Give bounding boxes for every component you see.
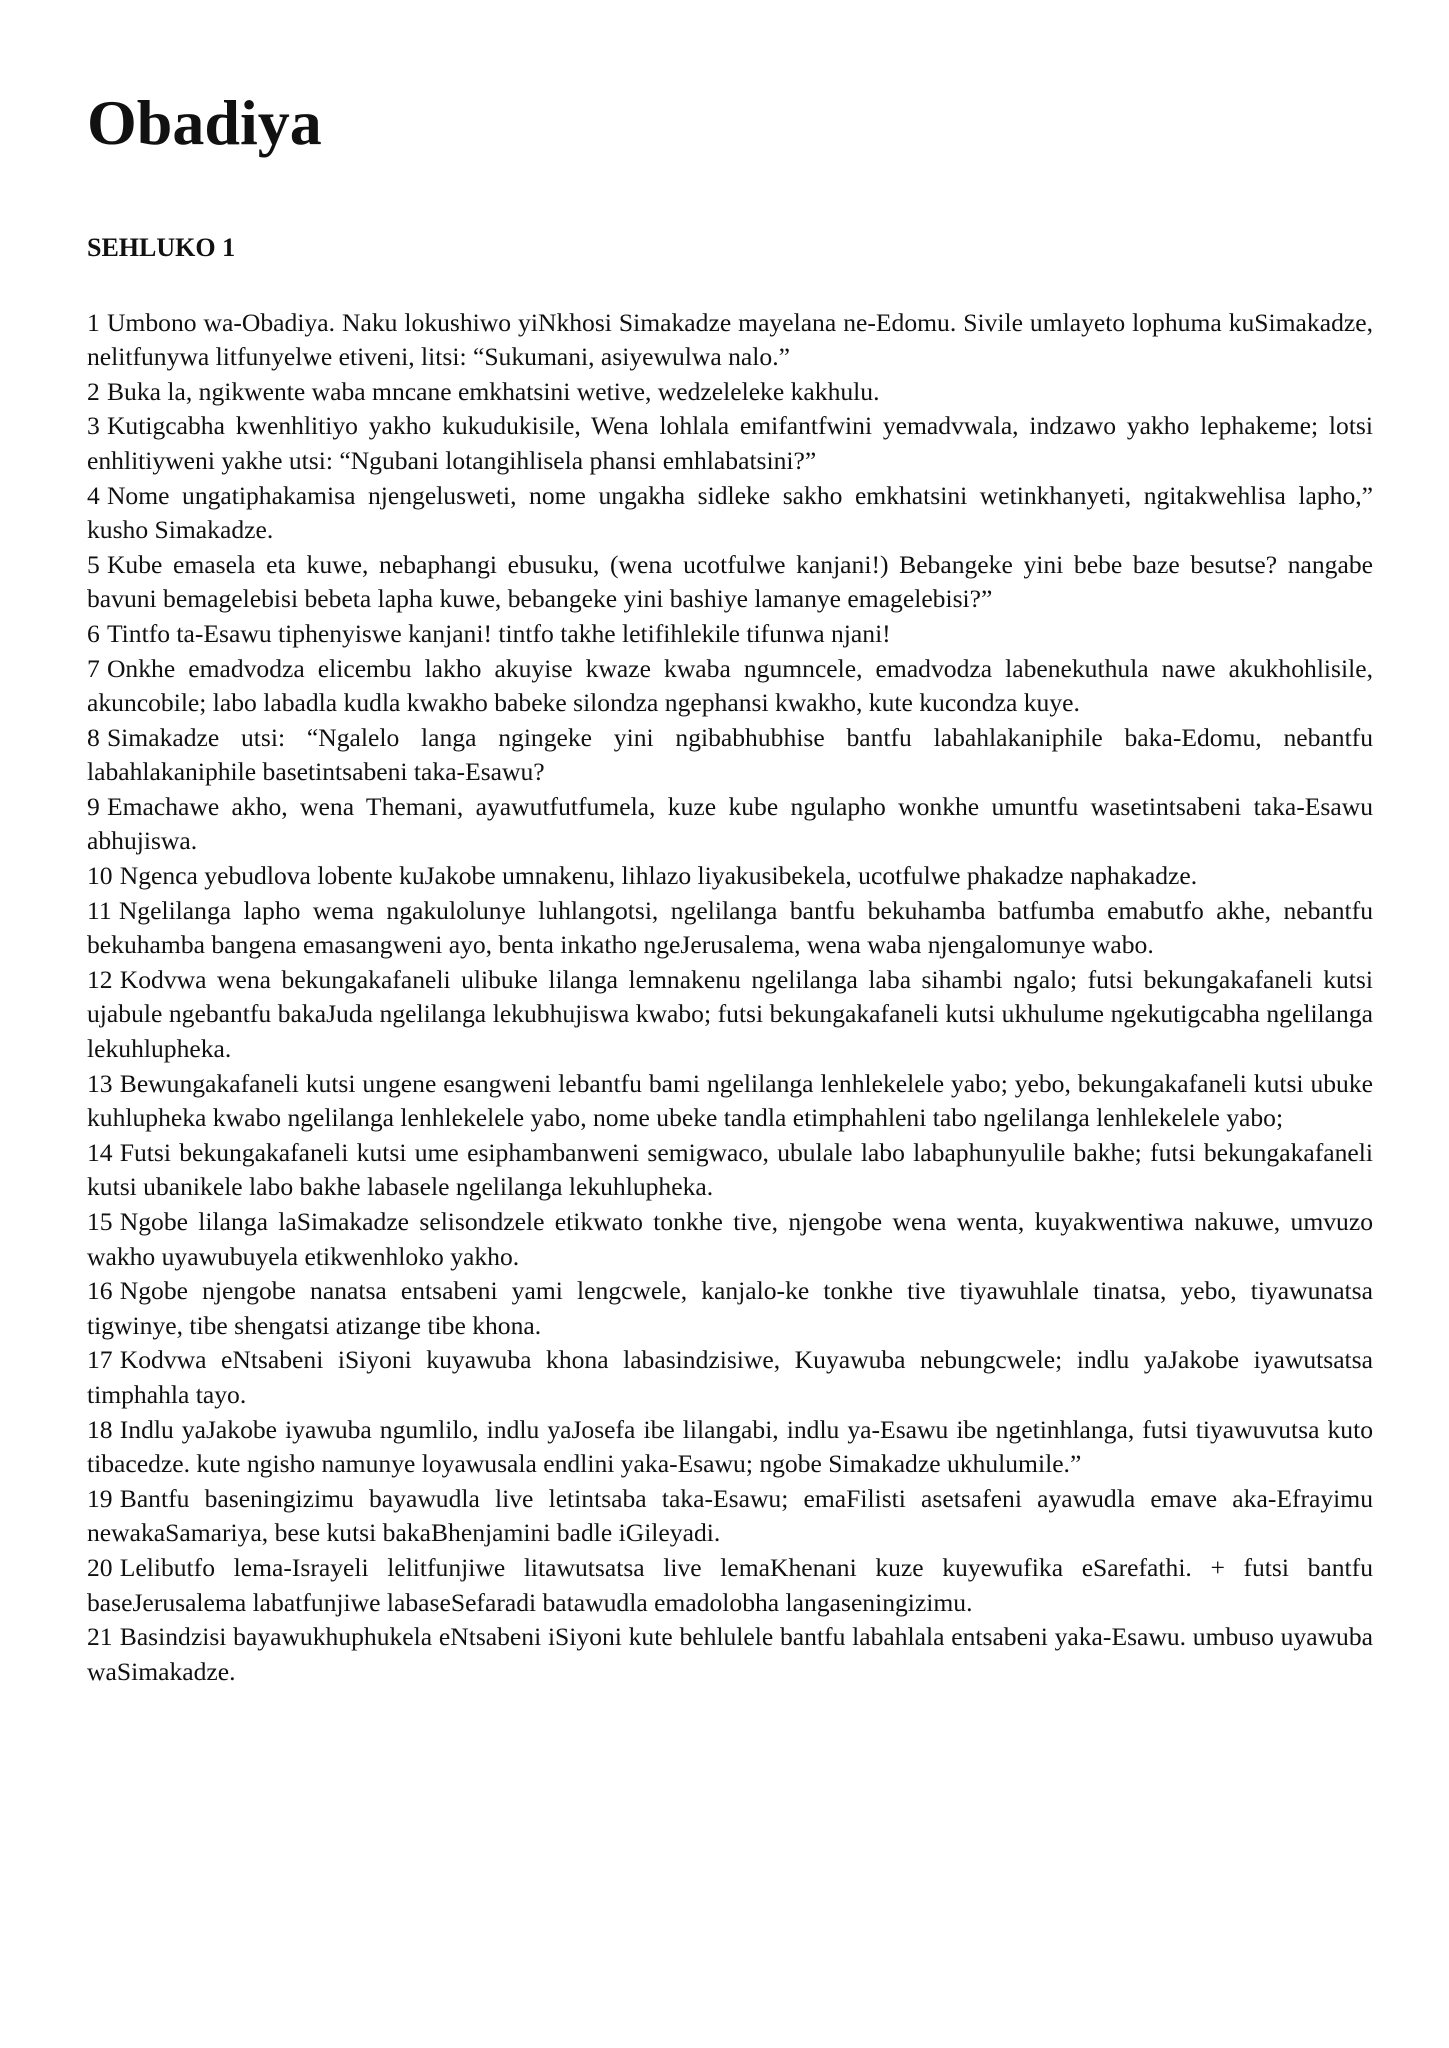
verse-number: 13 <box>87 1068 113 1098</box>
verse-number: 21 <box>87 1622 113 1652</box>
verse-text: Bantfu baseningizimu bayawudla live letintsaba taka-Esawu; emaFilisti asetsafeni ayawudla emave aka-Efrayimu newakaSamariya, bese kutsi bakaBhenjamini badle iGileyadi. <box>87 1483 1373 1548</box>
verse-number: 17 <box>87 1345 113 1375</box>
verse-text: Ngobe njengobe nanatsa entsabeni yami lengcwele, kanjalo-ke tonkhe tive tiyawuhlale tinatsa, yebo, tiyawunatsa tigwinye, tibe shengatsi atizange tibe khona. <box>87 1276 1373 1340</box>
verse <box>87 859 1373 894</box>
verse-text: Futsi bekungakafaneli kutsi ume esiphambanweni semigwaco, ubulale labo labaphunyulile bakhe; futsi bekungakafaneli kutsi ubanikele labo bakhe labasele ngelilanga lekuhlupheka. <box>87 1137 1373 1202</box>
verse <box>87 306 1373 375</box>
verse-text: Ngelilanga lapho wema ngakulolunye luhlangotsi, ngelilanga bantfu bekuhamba batfumba emabutfo akhe, nebantfu bekuhamba bangena emasangweni ayo, benta inkatho ngeJerusalema, wena waba njengalomunye wabo. <box>87 895 1373 960</box>
document-page <box>87 88 1373 1689</box>
verse-number: 14 <box>87 1137 113 1167</box>
verse <box>87 721 1373 790</box>
verse <box>87 409 1373 478</box>
verse-number: 1 <box>87 307 100 337</box>
verse <box>87 1551 1373 1620</box>
chapter-heading: SEHLUKO 1 <box>87 233 236 263</box>
verse <box>87 548 1373 617</box>
verse-text: Kodvwa eNtsabeni iSiyoni kuyawuba khona labasindzisiwe, Kuyawuba nebungcwele; indlu yaJakobe iyawutsatsa timphahla tayo. <box>87 1345 1373 1409</box>
verse-number: 6 <box>87 618 100 648</box>
verse-text: Kube emasela eta kuwe, nebaphangi ebusuku, (wena ucotfulwe kanjani!) Bebangeke yini bebe baze besutse? nangabe bavuni bemagelebisi bebeta lapha kuwe, bebangeke yini bashiye lamanye emagelebisi?” <box>87 549 1373 614</box>
verse-text: Nome ungatiphakamisa njengelusweti, nome ungakha sidleke sakho emkhatsini wetinkhanyeti, ngitakwehlisa lapho,” kusho Simakadze. <box>87 480 1373 545</box>
verse-text: Emachawe akho, wena Themani, ayawutfutfumela, kuze kube ngulapho wonkhe umuntfu wasetintsabeni taka-Esawu abhujiswa. <box>87 791 1373 856</box>
verse-text: Kodvwa wena bekungakafaneli ulibuke lilanga lemnakenu ngelilanga laba sihambi ngalo; futsi bekungakafaneli kutsi ujabule ngebantfu bakaJuda ngelilanga lekubhujiswa kwabo; futsi bekungakafaneli kutsi ukhulume ngekutigcabha ngelilanga lekuhlupheka. <box>87 964 1373 1064</box>
verse-text: Ngenca yebudlova lobente kuJakobe umnakenu, lihlazo liyakusibekela, ucotfulwe phakadze naphakadze. <box>119 861 1198 891</box>
verse-number: 12 <box>87 964 113 994</box>
verse-number: 16 <box>87 1276 113 1306</box>
verse-number: 9 <box>87 791 100 821</box>
verse-text: Basindzisi bayawukhuphukela eNtsabeni iSiyoni kute behlulele bantfu labahlala entsabeni yaka-Esawu. umbuso uyawuba waSimakadze. <box>87 1622 1373 1686</box>
verse <box>87 1274 1373 1343</box>
verse <box>87 1620 1373 1689</box>
verse-number: 15 <box>87 1207 113 1237</box>
verse-text: Simakadze utsi: “Ngalelo langa ngingeke yini ngibabhubhise bantfu labahlakaniphile baka-Edomu, nebantfu labahlakaniphile basetintsabeni taka-Esawu? <box>87 722 1373 787</box>
verse-text: Umbono wa-Obadiya. Naku lokushiwo yiNkhosi Simakadze mayelana ne-Edomu. Sivile umlayeto lophuma kuSimakadze, nelitfunywa litfunyelwe etiveni, litsi: “Sukumani, asiyewulwa nalo.” <box>87 307 1373 372</box>
verse-text: Onkhe emadvodza elicembu lakho akuyise kwaze kwaba ngumncele, emadvodza labenekuthula nawe akukhohlisile, akuncobile; labo labadla kudla kwakho babeke silondza ngephansi kwakho, kute kucondza kuye. <box>87 653 1373 718</box>
verse <box>87 1482 1373 1551</box>
verse-number: 2 <box>87 376 100 406</box>
verse <box>87 1343 1373 1412</box>
verse <box>87 1067 1373 1136</box>
verse <box>87 617 1373 652</box>
verse-number: 7 <box>87 653 100 683</box>
verse-number: 11 <box>87 895 112 925</box>
verse-text: Ngobe lilanga laSimakadze selisondzele etikwato tonkhe tive, njengobe wena wenta, kuyakwentiwa nakuwe, umvuzo wakho uyawubuyela etikwenhloko yakho. <box>87 1207 1373 1271</box>
verse-list <box>87 306 1373 1690</box>
verse <box>87 479 1373 548</box>
verse <box>87 790 1373 859</box>
verse-text: Indlu yaJakobe iyawuba ngumlilo, indlu yaJosefa ibe lilangabi, indlu ya-Esawu ibe ngetinhlanga, futsi tiyawuvutsa kuto tibacedze. kute ngisho namunye loyawusala endlini yaka-Esawu; ngobe Simakadze ukhulumile.” <box>87 1414 1373 1479</box>
verse-number: 3 <box>87 411 100 441</box>
verse-text: Bewungakafaneli kutsi ungene esangweni lebantfu bami ngelilanga lenhlekelele yabo; yebo, bekungakafaneli kutsi ubuke kuhlupheka kwabo ngelilanga lenhlekelele yabo, nome ubeke tandla etimphahleni tabo ngelilanga lenhlekelele yabo; <box>87 1068 1373 1133</box>
verse <box>87 375 1373 410</box>
verse-text: Lelibutfo lema-Israyeli lelitfunjiwe litawutsatsa live lemaKhenani kuze kuyewufika eSarefathi. + futsi bantfu baseJerusalema labatfunjiwe labaseSefaradi batawudla emadolobha langaseningizimu. <box>87 1552 1373 1617</box>
verse <box>87 1413 1373 1482</box>
verse-text: Tintfo ta-Esawu tiphenyiswe kanjani! tintfo takhe letifihlekile tifunwa njani! <box>106 618 891 648</box>
verse <box>87 894 1373 963</box>
verse <box>87 963 1373 1067</box>
book-title: Obadiya <box>87 87 322 158</box>
verse <box>87 652 1373 721</box>
verse-text: Buka la, ngikwente waba mncane emkhatsini wetive, wedzeleleke kakhulu. <box>106 376 880 406</box>
verse <box>87 1136 1373 1205</box>
verse-number: 19 <box>87 1483 113 1513</box>
verse-number: 8 <box>87 722 100 752</box>
verse-number: 18 <box>87 1414 113 1444</box>
verse-number: 5 <box>87 549 100 579</box>
verse-number: 20 <box>87 1552 113 1582</box>
verse-text: Kutigcabha kwenhlitiyo yakho kukudukisile, Wena lohlala emifantfwini yemadvwala, indzawo yakho lephakeme; lotsi enhlitiyweni yakhe utsi: “Ngubani lotangihlisela phansi emhlabatsini?” <box>87 411 1373 475</box>
verse <box>87 1205 1373 1274</box>
verse-number: 4 <box>87 480 100 510</box>
verse-number: 10 <box>87 861 113 891</box>
